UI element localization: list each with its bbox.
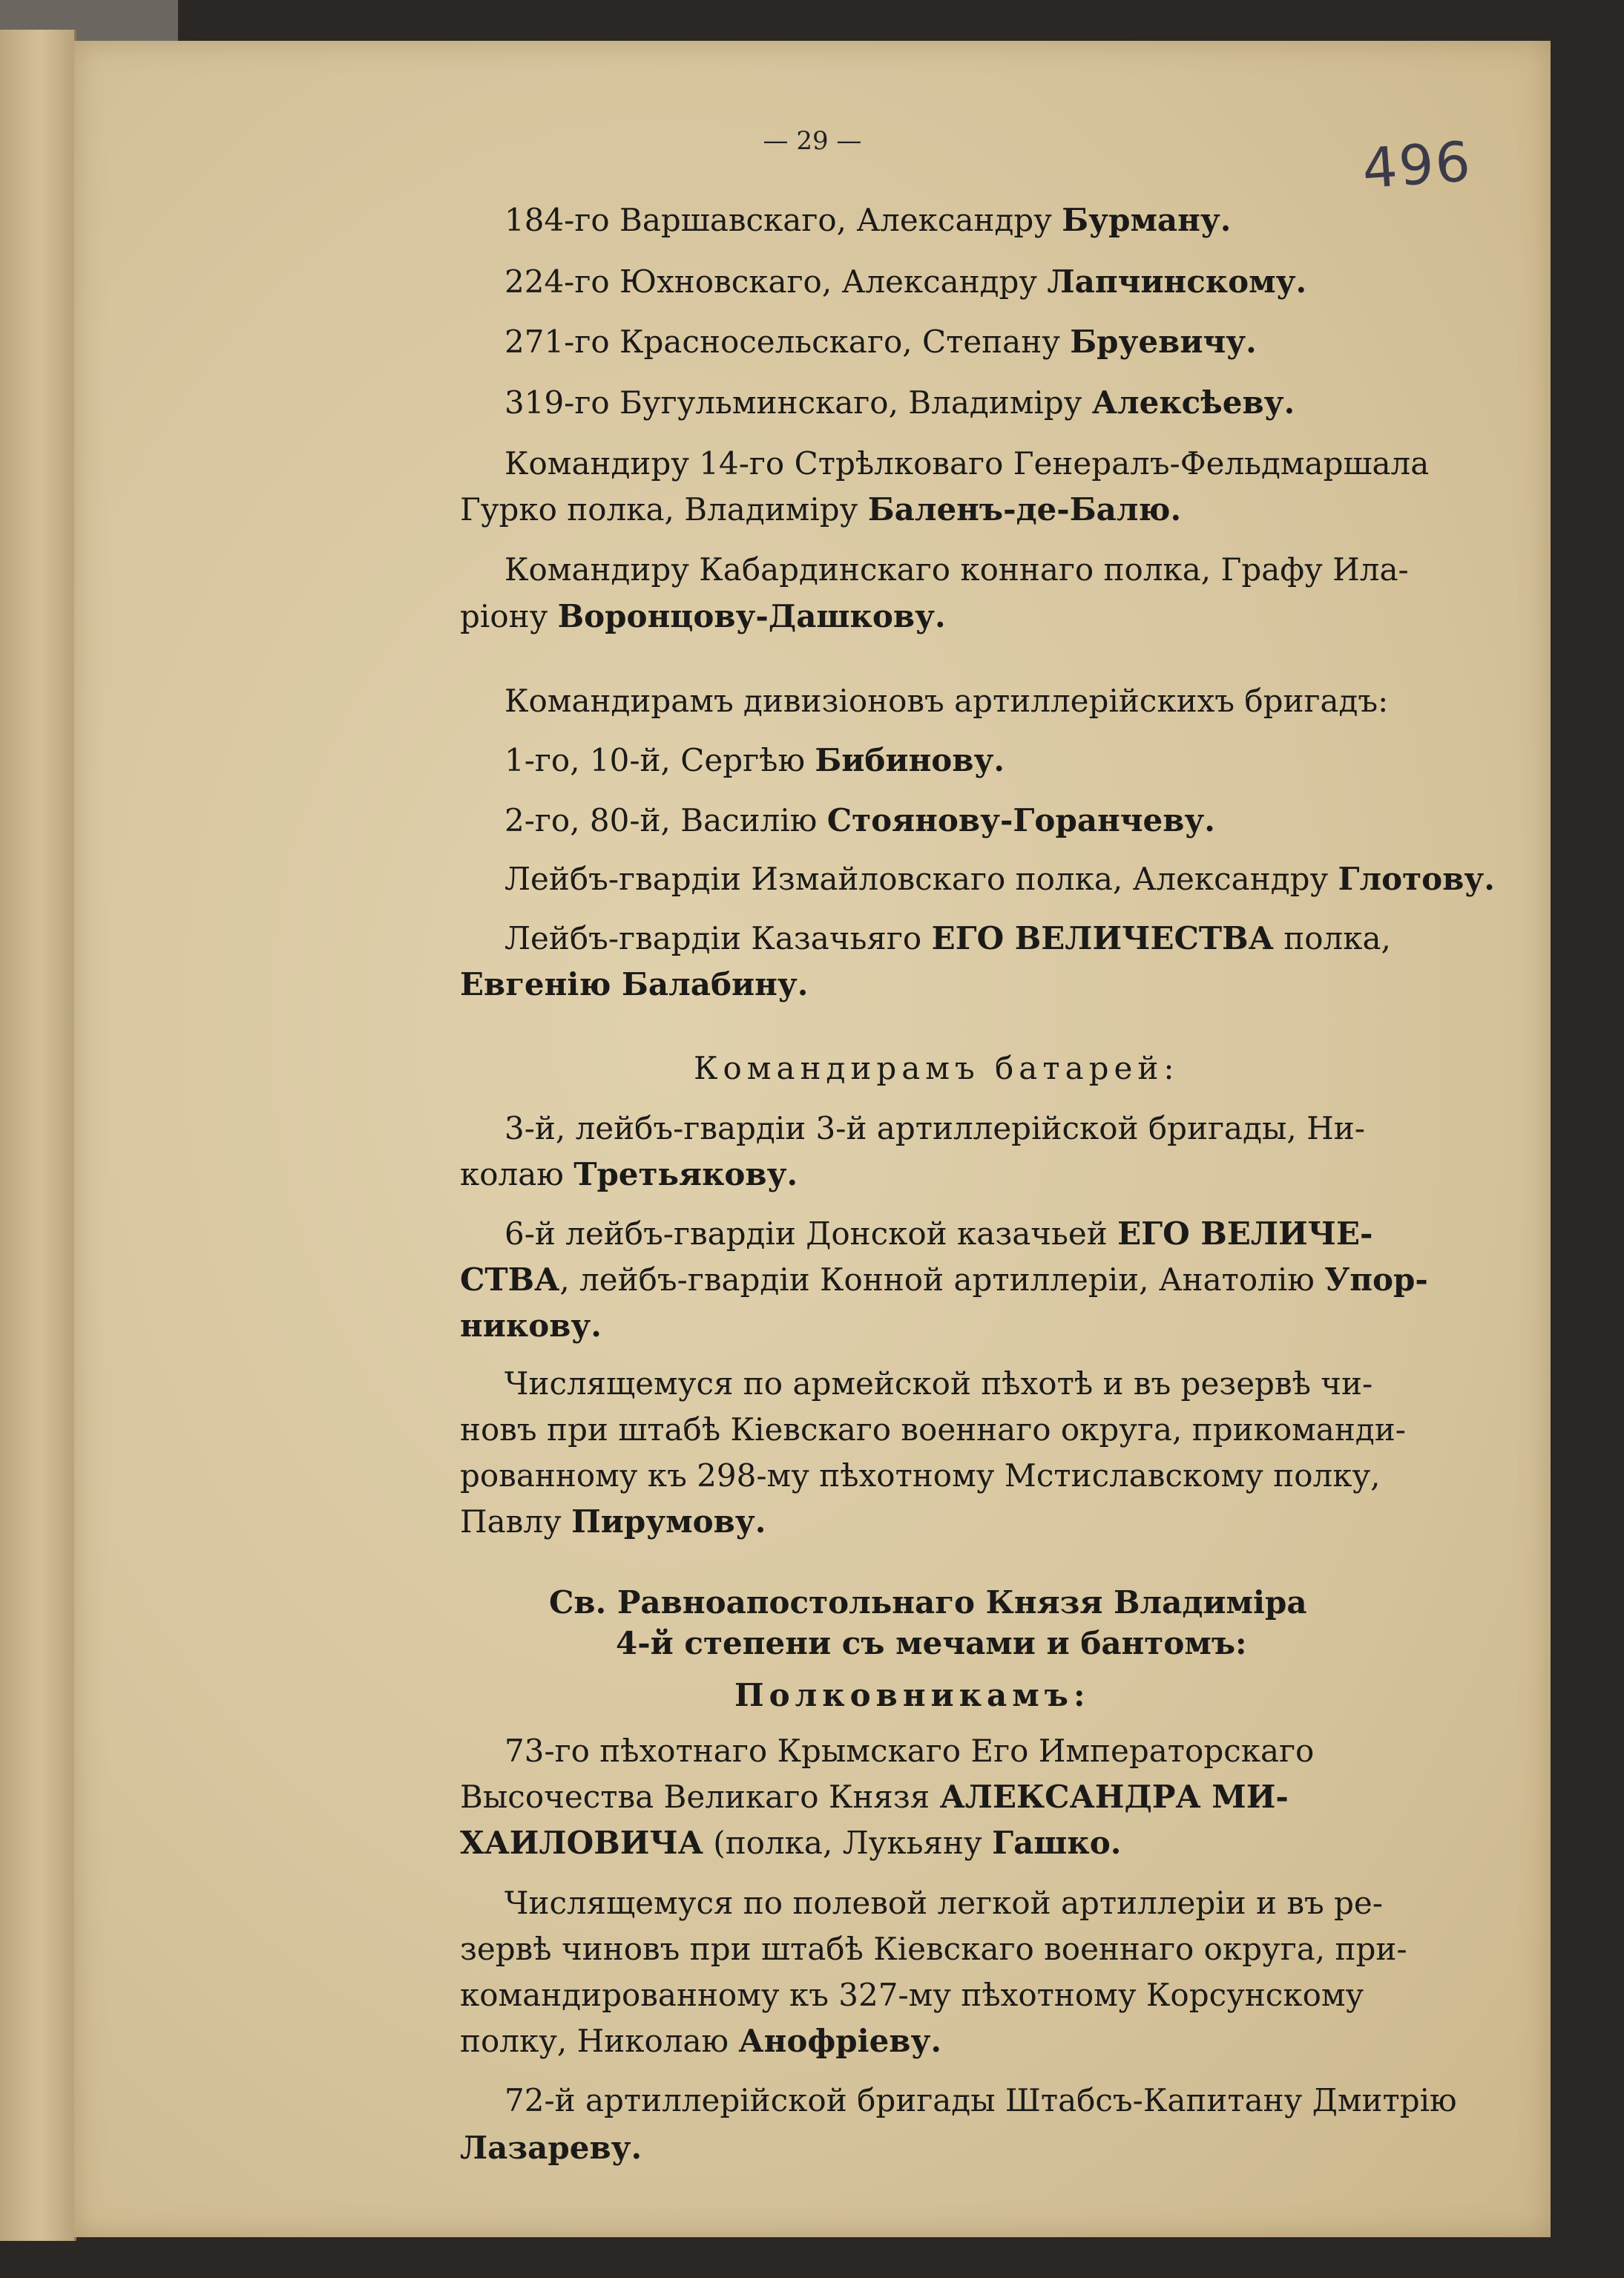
text-line: Лейбъ-гвардіи Измайловскаго полка, Александру Глотову. <box>504 861 1495 897</box>
handwritten-sheet-number: 496 <box>1360 129 1474 202</box>
section-heading: Полковникамъ: <box>734 1677 1091 1713</box>
text-line: Командиру Кабардинскаго коннаго полка, Графу Ила- <box>504 551 1409 588</box>
text-line: Гурко полка, Владиміру Баленъ-де-Балю. <box>460 491 1182 528</box>
text-line: 3-й, лейбъ-гвардіи 3-й артиллерійской бригады, Ни- <box>504 1110 1365 1146</box>
text-line: ХАИЛОВИЧА (полка, Лукьяну Гашко. <box>460 1825 1122 1861</box>
text-line: 271-го Красносельскаго, Степану Бруевичу. <box>504 324 1257 360</box>
text-line: 73-го пѣхотнаго Крымскаго Его Императорскаго <box>504 1733 1315 1769</box>
text-line: ріону Воронцову-Дашкову. <box>460 598 946 634</box>
text-line: 319-го Бугульминскаго, Владиміру Алексѣеву. <box>504 384 1295 421</box>
order-heading: Св. Равноапостольнаго Князя Владиміра <box>549 1584 1307 1621</box>
text-line: командированному къ 327-му пѣхотному Корсунскому <box>460 1977 1364 2013</box>
section-heading: Командирамъ дивизіоновъ артиллерійскихъ бригадъ: <box>504 683 1389 719</box>
text-line: новъ при штабѣ Кіевскаго военнаго округа, прикоманди- <box>460 1411 1406 1448</box>
text-line: Павлу Пирумову. <box>460 1503 766 1540</box>
text-line: Лейбъ-гвардіи Казачьяго ЕГО ВЕЛИЧЕСТВА полка, <box>504 920 1391 956</box>
text-line: 224-го Юхновскаго, Александру Лапчинскому. <box>504 263 1307 300</box>
text-line: 2-го, 80-й, Василію Стоянову-Горанчеву. <box>504 802 1215 838</box>
text-line: Лазареву. <box>460 2130 642 2166</box>
left-page-edge <box>0 30 76 2241</box>
text-line: Евгенію Балабину. <box>460 966 809 1002</box>
text-line: 6-й лейбъ-гвардіи Донской казачьей ЕГО ВЕЛИЧЕ- <box>504 1215 1373 1252</box>
page-number: — 29 — <box>763 126 862 156</box>
order-heading: 4-й степени съ мечами и бантомъ: <box>616 1625 1247 1661</box>
text-line: 72-й артиллерійской бригады Штабсъ-Капитану Дмитрію <box>504 2082 1457 2118</box>
text-line: никову. <box>460 1307 602 1344</box>
text-line: Числящемуся по армейской пѣхотѣ и въ резервѣ чи- <box>504 1365 1373 1402</box>
text-line: рованному къ 298-му пѣхотному Мстиславскому полку, <box>460 1457 1381 1494</box>
text-line: СТВА, лейбъ-гвардіи Конной артиллеріи, Анатолію Упор- <box>460 1261 1428 1298</box>
text-line: 1-го, 10-й, Сергѣю Бибинову. <box>504 742 1005 778</box>
section-heading: Командирамъ батарей: <box>694 1050 1180 1086</box>
text-line: колаю Третьякову. <box>460 1156 798 1192</box>
text-line: Высочества Великаго Князя АЛЕКСАНДРА МИ- <box>460 1779 1289 1815</box>
text-line: 184-го Варшавскаго, Александру Бурману. <box>504 202 1232 238</box>
text-line: Числящемуся по полевой легкой артиллеріи и въ ре- <box>504 1885 1383 1921</box>
text-line: полку, Николаю Анофріеву. <box>460 2023 941 2059</box>
text-line: Командиру 14-го Стрѣлковаго Генералъ-Фельдмаршала <box>504 445 1430 482</box>
text-line: зервѣ чиновъ при штабѣ Кіевскаго военнаго округа, при- <box>460 1931 1407 1967</box>
